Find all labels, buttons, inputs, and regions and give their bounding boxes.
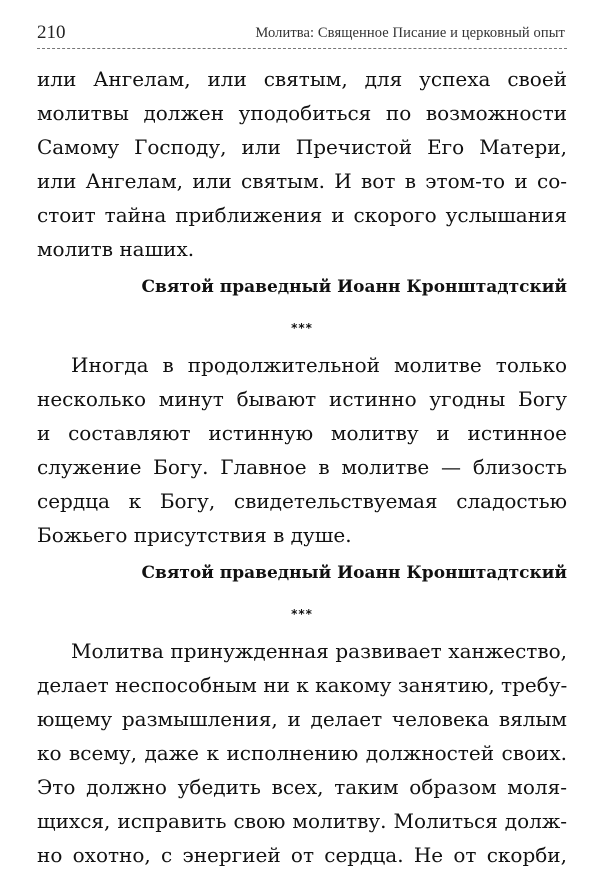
- text-line: щихся, исправить свою молитву. Молиться долж-: [37, 809, 567, 833]
- text-line: стоит тайна приближения и скорого услышания: [37, 203, 567, 227]
- text-line: или Ангелам, или святым, для успеха своей: [37, 67, 567, 91]
- text-line: сердца к Богу, свидетельствуемая сладостью: [37, 489, 567, 513]
- text-line: ко всему, даже к исполнению должностей своих.: [37, 741, 567, 765]
- paragraph-2: [37, 348, 567, 552]
- text-line: Самому Господу, или Пречистой Его Матери,: [37, 135, 567, 159]
- text-line: Молитва принужденная развивает ханжество,: [71, 639, 567, 663]
- text-line: служение Богу. Главное в молитве — близость: [37, 455, 567, 479]
- text-line: делает неспособным ни к какому занятию, требу-: [37, 673, 568, 697]
- running-title: Молитва: Священное Писание и церковный опыт: [255, 25, 565, 41]
- text-line: ющему размышления, и делает человека вялым: [37, 707, 567, 731]
- text-line: несколько минут бывают истинно угодны Богу: [37, 387, 567, 411]
- paragraph-3: [37, 634, 567, 872]
- text-line: или Ангелам, или святым. И вот в этом-то и со-: [37, 169, 567, 193]
- text-line: Иногда в продолжительной молитве только: [71, 353, 567, 377]
- text-line: молитв наших.: [37, 237, 195, 261]
- text-line: Божьего присутствия в душе.: [37, 523, 352, 547]
- page-header: [37, 22, 567, 49]
- text-line: но охотно, с энергией от сердца. Не от скорби,: [37, 843, 567, 867]
- attribution: Святой праведный Иоанн Кронштадтский: [141, 563, 567, 583]
- attribution: Святой праведный Иоанн Кронштадтский: [141, 277, 567, 297]
- text-line: и составляют истинную молитву и истинное: [37, 421, 567, 445]
- page-body: [37, 62, 567, 872]
- page-number: 210: [37, 22, 66, 43]
- paragraph-1: [37, 62, 567, 266]
- section-separator: ***: [291, 607, 313, 621]
- section-separator: ***: [291, 321, 313, 335]
- text-line: молитвы должен уподобиться по возможности: [37, 101, 567, 125]
- text-line: Это должно убедить всех, таким образом моля-: [37, 775, 567, 799]
